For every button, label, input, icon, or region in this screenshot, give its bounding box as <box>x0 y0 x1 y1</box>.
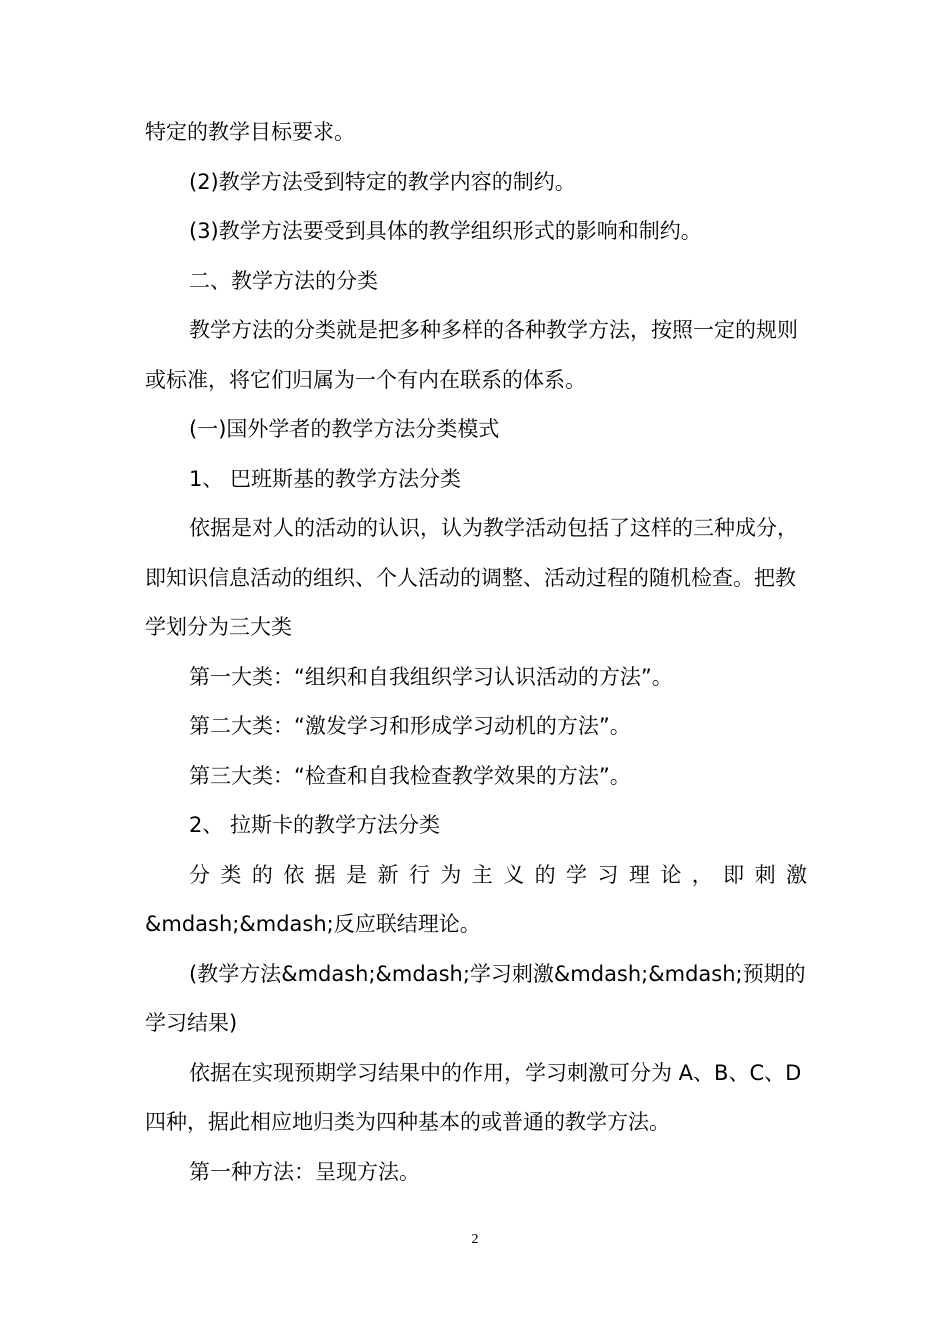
subheading-foreign-models: (一)国外学者的教学方法分类模式 <box>189 417 500 441</box>
document-body <box>145 108 807 1197</box>
paragraph-laska-basis-cont: &mdash;&mdash;反应联结理论。 <box>145 912 481 936</box>
paragraph-point-2: (2)教学方法受到特定的教学内容的制约。 <box>189 169 576 194</box>
page-number: 2 <box>471 1232 479 1247</box>
paragraph-point-3: (3)教学方法要受到具体的教学组织形式的影响和制约。 <box>189 219 702 243</box>
paragraph-babansky-basis: 依据是对人的活动的认识，认为教学活动包括了这样的三种成分，即知识信息活动的组织、个人活动的调整、活动过程的随机检查。把教学划分为三大类 <box>145 516 798 639</box>
subheading-babansky: 1、 巴班斯基的教学方法分类 <box>189 466 462 491</box>
paragraph-stimulus-types: 依据在实现预期学习结果中的作用，学习刺激可分为 A、B、C、D 四种，据此相应地归类为四种基本的或普通的教学方法。 <box>145 1060 802 1134</box>
paragraph-category-2: 第二大类：“激发学习和形成学习动机的方法”。 <box>189 714 631 738</box>
subheading-laska: 2、 拉斯卡的教学方法分类 <box>189 813 441 837</box>
section-heading-classification: 二、教学方法的分类 <box>189 268 378 293</box>
paragraph-classification-definition: 教学方法的分类就是把多种多样的各种教学方法，按照一定的规则或标准，将它们归属为一个有内在联系的体系。 <box>145 318 798 392</box>
paragraph-method-chain: (教学方法&mdash;&mdash;学习刺激&mdash;&mdash;预期的学习结果) <box>145 961 806 1035</box>
paragraph-first-method: 第一种方法：呈现方法。 <box>189 1159 420 1184</box>
paragraph-laska-basis: 分类的依据是新行为主义的学习理论，即刺激 <box>189 862 807 887</box>
paragraph-category-1: 第一大类：“组织和自我组织学习认识活动的方法”。 <box>189 664 673 689</box>
paragraph-continuation: 特定的教学目标要求。 <box>145 120 355 144</box>
paragraph-category-3: 第三大类：“检查和自我检查教学效果的方法”。 <box>189 763 631 788</box>
